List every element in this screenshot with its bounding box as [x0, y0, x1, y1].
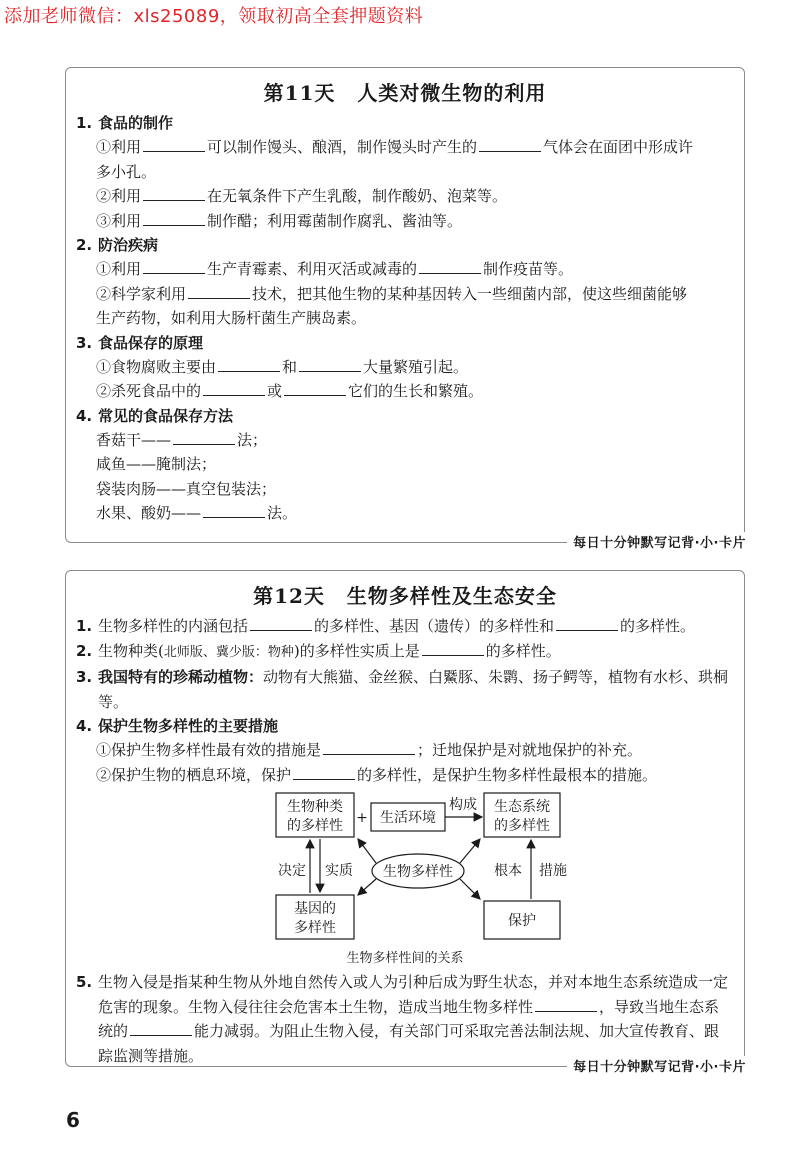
diagram-caption: 生物多样性间的关系	[346, 951, 464, 966]
card-footer-label: 每日十分钟默写记背·小·卡片	[567, 1056, 746, 1075]
list-item: 3. 我国特有的珍稀动植物：动物有大熊猫、金丝猴、白鱀豚、朱鹮、扬子鳄等，植物有水杉、珙桐等。	[76, 668, 729, 711]
text-line: 生产药物，如利用大肠杆菌生产胰岛素。	[96, 309, 367, 327]
text-line: ②杀死食品中的 或 它们的生长和繁殖。	[96, 382, 484, 400]
text-line: ①利用 生产青霉素、利用灭活或减毒的 制作疫苗等。	[96, 260, 574, 278]
label-species-2: 的多样性	[287, 818, 343, 834]
label-root: 根本	[494, 863, 522, 879]
arrow-to-gene	[358, 879, 376, 895]
card-topic: 生物多样性及生态安全	[346, 584, 557, 608]
text-line: ②利用 在无氧条件下产生乳酸，制作酸奶、泡菜等。	[96, 187, 508, 205]
page-number: 6	[66, 1108, 80, 1132]
text-line: ③利用 制作醋；利用霉菌制作腐乳、酱油等。	[96, 211, 463, 230]
label-gene-1: 基因的	[294, 901, 336, 917]
text-line: ②科学家利用 技术，把其他生物的某种基因转入一些细菌内部，使这些细菌能够	[96, 284, 688, 303]
text-line: 水果、酸奶—— 法。	[96, 504, 298, 522]
label-essence: 实质	[325, 863, 353, 879]
label-eco-2: 的多样性	[494, 818, 550, 834]
section-heading: 3. 食品保存的原理	[76, 333, 204, 352]
watermark-text: 添加老师微信：xls25089，领取初高全套押题资料	[4, 6, 424, 27]
arrow-to-protect	[460, 879, 480, 899]
label-form: 构成	[449, 797, 477, 813]
card-day-11	[65, 67, 746, 551]
arrow-to-ecosystem	[460, 839, 480, 863]
label-protect: 保护	[508, 913, 536, 929]
card-title	[66, 77, 744, 106]
label-eco-1: 生态系统	[494, 799, 550, 815]
text-line: 多小孔。	[96, 162, 157, 181]
card-day-12	[65, 570, 746, 1075]
card-day-label: 第11天	[263, 81, 336, 105]
list-item: 5. 生物入侵是指某种生物从外地自然传入或人为引种后成为野生状态，并对本地生态系统造成一定危害的现象。生物入侵往往会危害本土生物，造成当地生物多样性 ，导致当地生态系统的 能力减弱。为阻止生物入侵，有关部门可采取完善法制法规、加大宣传教育、跟踪监测等措施。	[76, 973, 729, 1065]
card-day-label: 第12天	[253, 584, 325, 608]
label-gene-2: 多样性	[294, 920, 336, 936]
text-line: 香菇干—— 法；	[96, 430, 268, 449]
section-heading: 1. 食品的制作	[76, 114, 174, 132]
card-topic: 人类对微生物的利用	[357, 81, 547, 105]
label-measure: 措施	[539, 863, 567, 879]
biodiversity-relationship-diagram	[66, 787, 744, 945]
text-line: ②保护生物的栖息环境，保护 的多样性，是保护生物多样性最根本的措施。	[96, 765, 658, 784]
label-center: 生物多样性	[383, 864, 453, 880]
card-title	[66, 580, 744, 609]
label-species-1: 生物种类	[287, 799, 343, 815]
list-item: 2. 生物种类(北师版、冀少版：物种)的多样性实质上是 的多样性。	[76, 641, 561, 660]
section-heading: 2. 防治疾病	[76, 236, 159, 254]
list-item: 1. 生物多样性的内涵包括 的多样性、基因（遗传）的多样性和 的多样性。	[76, 617, 696, 635]
label-decide: 决定	[278, 863, 306, 879]
label-plus: +	[356, 810, 368, 826]
section-heading: 4. 常见的食品保存方法	[76, 406, 234, 425]
text-line: ①保护生物多样性最有效的措施是 ；迁地保护是对就地保护的补充。	[96, 741, 643, 759]
text-line: ①食物腐败主要由 和 大量繁殖引起。	[96, 357, 469, 376]
arrow-to-species	[358, 839, 376, 863]
section-heading: 4. 保护生物多样性的主要措施	[76, 717, 279, 735]
label-env: 生活环境	[380, 810, 436, 826]
text-line: ①利用 可以制作馒头、酿酒，制作馒头时产生的 气体会在面团中形成许	[96, 138, 694, 156]
card-footer-label: 每日十分钟默写记背·小·卡片	[567, 532, 746, 551]
text-line: 咸鱼——腌制法；	[96, 455, 217, 473]
text-line: 袋装肉肠——真空包装法；	[96, 479, 277, 498]
